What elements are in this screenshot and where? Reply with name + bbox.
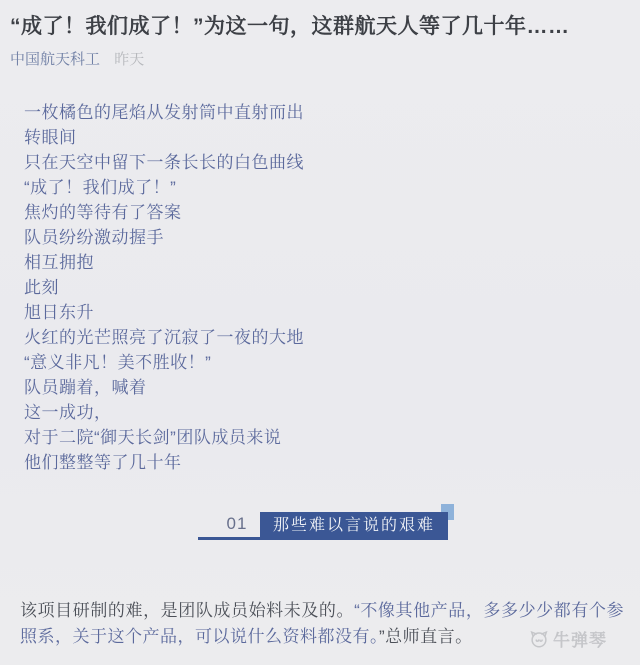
section-underline (198, 537, 448, 540)
watermark (528, 626, 607, 651)
paragraph-quote: “不像其他产品，多多少少都有个参照系，关于这个产品，可以说什么资料都没有。 (20, 601, 625, 646)
poem-line: 对于二院“御天长剑”团队成员来说 (24, 428, 282, 447)
poem-line: 此刻 (24, 278, 59, 297)
poem-line: 他们整整等了几十年 (24, 453, 182, 472)
poem-line: 火红的光芒照亮了沉寂了一夜的大地 (24, 328, 304, 347)
decorative-square (441, 504, 454, 520)
account-name-link[interactable]: 中国航天科工 (10, 51, 101, 68)
poem-line: 队员纷纷激动握手 (24, 228, 164, 247)
publish-date: 昨天 (114, 51, 145, 68)
watermark-text: 牛弹琴 (553, 631, 607, 650)
poem-line: 一枚橘色的尾焰从发射筒中直射而出 (24, 103, 304, 122)
paragraph-tail: ”总师直言。 (379, 627, 473, 646)
paragraph-lead: 该项目研制的难，是团队成员始料未及的。 (20, 601, 355, 620)
cat-face-icon (528, 628, 550, 650)
poem-line: 焦灼的等待有了答案 (24, 203, 182, 222)
poem-line: “意义非凡！美不胜收！” (24, 353, 212, 372)
poem-line: 队员蹦着，喊着 (24, 378, 147, 397)
poem-line: “成了！我们成了！” (24, 178, 177, 197)
poem-line: 只在天空中留下一条长长的白色曲线 (24, 153, 304, 172)
poem-block (24, 100, 614, 475)
poem-line: 相互拥抱 (24, 253, 94, 272)
section-number: 01 (226, 514, 248, 533)
section-title-box: 那些难以言说的艰难 (260, 512, 448, 540)
poem-line: 旭日东升 (24, 303, 94, 322)
poem-line: 转眼间 (24, 128, 77, 147)
byline (10, 51, 144, 69)
article-title: “成了！我们成了！”为这一句，这群航天人等了几十年…… (10, 15, 570, 38)
poem-line: 这一成功， (24, 403, 112, 422)
